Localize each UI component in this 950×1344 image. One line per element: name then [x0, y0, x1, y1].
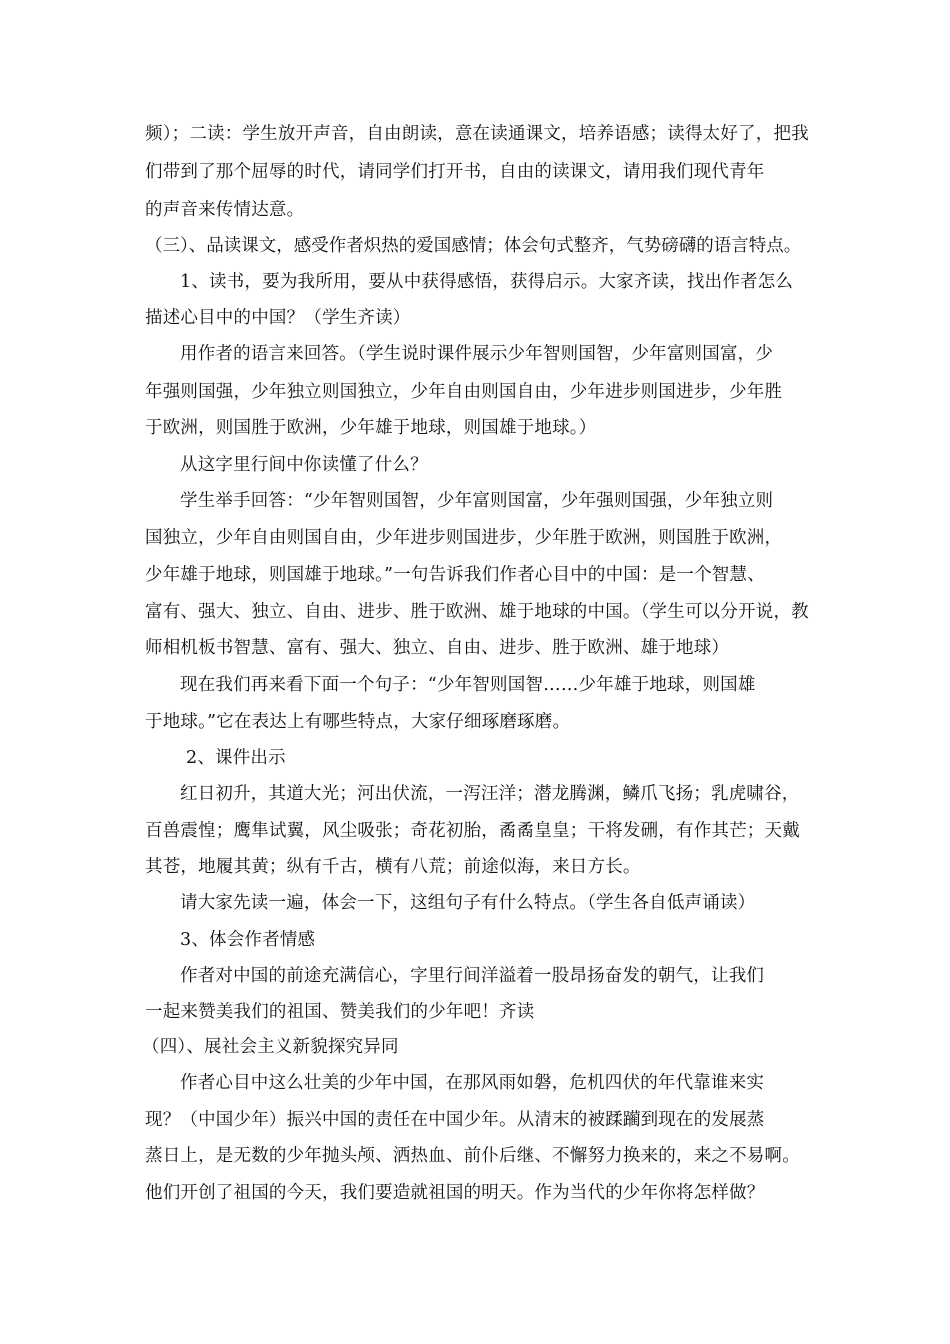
- subheading: 2、课件出示: [186, 748, 286, 768]
- text-line: 学生举手回答：“少年智则国智，少年富则国富，少年强则国强，少年独立则: [180, 491, 774, 511]
- text-line: 师相机板书智慧、富有、强大、独立、自由、进步、胜于欧洲、雄于地球）: [145, 638, 730, 658]
- text-line: 描述心目中的中国？（学生齐读）: [145, 308, 411, 328]
- text-line: 他们开创了祖国的今天，我们要造就祖国的明天。作为当代的少年你将怎样做？: [145, 1183, 765, 1203]
- text-line: 现？（中国少年）振兴中国的责任在中国少年。从清末的被蹂躏到现在的发展蒸: [145, 1110, 765, 1130]
- text-line: 于欧洲，则国胜于欧洲，少年雄于地球，则国雄于地球。）: [145, 418, 597, 438]
- subheading: 3、体会作者情感: [180, 930, 316, 950]
- section-heading: （四）、展社会主义新貌探究异同: [142, 1037, 399, 1057]
- text-line: 频）；二读：学生放开声音，自由朗读，意在读通课文，培养语感；读得太好了，把我: [145, 124, 809, 144]
- text-line: 蒸日上，是无数的少年抛头颅、洒热血、前仆后继、不懈努力换来的，来之不易啊。: [145, 1146, 800, 1166]
- text-line: 的声音来传情达意。: [145, 200, 305, 220]
- text-line: 从这字里行间中你读懂了什么？: [180, 455, 428, 475]
- text-line: 于地球。”它在表达上有哪些特点，大家仔细琢磨琢磨。: [145, 712, 571, 732]
- text-line: 富有、强大、独立、自由、进步、胜于欧洲、雄于地球的中国。（学生可以分开说，教: [145, 602, 809, 622]
- text-line: 年强则国强，少年独立则国独立，少年自由则国自由，少年进步则国进步，少年胜: [145, 382, 783, 402]
- text-line: 现在我们再来看下面一个句子：“少年智则国智……少年雄于地球，则国雄: [180, 675, 756, 695]
- text-line: 作者心目中这么壮美的少年中国，在那风雨如磐，危机四伏的年代靠谁来实: [180, 1073, 765, 1093]
- text-line: 少年雄于地球，则国雄于地球。”一句告诉我们作者心目中的中国：是一个智慧、: [145, 565, 765, 585]
- text-line: 百兽震惶；鹰隼试翼，风尘吸张；奇花初胎，矞矞皇皇；干将发硎，有作其芒；天戴: [145, 821, 800, 841]
- text-line: 一起来赞美我们的祖国、赞美我们的少年吧！齐读: [145, 1002, 535, 1022]
- text-line: 作者对中国的前途充满信心，字里行间洋溢着一股昂扬奋发的朝气，让我们: [180, 966, 765, 986]
- text-line: 红日初升，其道大光；河出伏流，一泻汪洋；潜龙腾渊，鳞爪飞扬；乳虎啸谷，: [180, 784, 800, 804]
- text-line: 1、读书，要为我所用，要从中获得感悟，获得启示。大家齐读，找出作者怎么: [180, 272, 794, 292]
- section-heading: （三）、品读课文，感受作者炽热的爱国感情；体会句式整齐，气势磅礴的语言特点。: [145, 236, 802, 256]
- text-line: 其苍，地履其黄；纵有千古，横有八荒；前途似海，来日方长。: [145, 857, 641, 877]
- text-line: 用作者的语言来回答。（学生说时课件展示少年智则国智，少年富则国富，少: [180, 344, 774, 364]
- text-line: 们带到了那个屈辱的时代，请同学们打开书，自由的读课文，请用我们现代青年: [145, 162, 765, 182]
- text-line: 国独立，少年自由则国自由，少年进步则国进步，少年胜于欧洲，则国胜于欧洲，: [145, 528, 783, 548]
- text-line: 请大家先读一遍，体会一下，这组句子有什么特点。（学生各自低声诵读）: [180, 893, 756, 913]
